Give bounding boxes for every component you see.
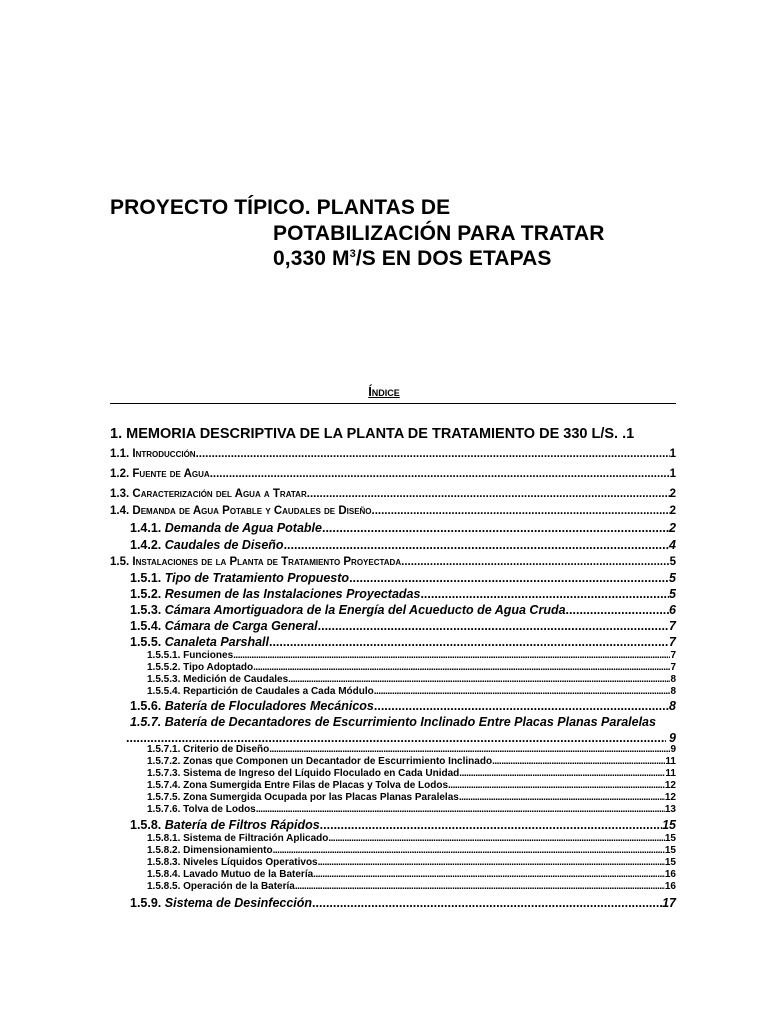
toc-entry[interactable]: [130, 699, 676, 713]
toc-text: Tipo Adoptado: [183, 662, 254, 673]
toc-entry[interactable]: [147, 833, 676, 844]
toc-number: 1.5.4.: [130, 619, 162, 633]
toc-entry[interactable]: [110, 556, 676, 568]
toc-number: 1.1.: [110, 448, 130, 460]
toc-number: 1.5.8.4.: [147, 869, 181, 880]
toc-page: 4: [669, 538, 676, 552]
index-divider: [110, 403, 676, 404]
toc-text: Medición de Caudales: [183, 674, 289, 685]
toc-number: 1.2.: [110, 468, 130, 480]
toc-page: 8: [669, 699, 676, 713]
toc-entry[interactable]: [147, 662, 676, 673]
toc-number: 1.5.7.3.: [147, 768, 181, 779]
toc-entry[interactable]: [147, 768, 676, 779]
toc-page: 15: [664, 833, 676, 844]
toc-page: 12: [664, 792, 676, 803]
toc-page: 16: [664, 869, 676, 880]
toc-number: 1.5.2.: [130, 587, 162, 601]
toc-entry-wrapped[interactable]: [130, 715, 676, 729]
toc-number: 1.4.2.: [130, 538, 162, 552]
toc-text: Niveles Líquidos Operativos: [183, 857, 318, 868]
title-line-1: PROYECTO TÍPICO. PLANTAS DE: [110, 196, 451, 219]
toc-number: 1.: [110, 426, 123, 442]
toc-entry[interactable]: [147, 744, 676, 755]
toc-text: Funciones: [183, 650, 234, 661]
toc-number: 1.5.8.2.: [147, 845, 181, 856]
toc-page: 2: [669, 521, 676, 535]
toc-entry[interactable]: [147, 845, 676, 856]
toc-entry[interactable]: [147, 780, 676, 791]
toc-page: 17: [662, 896, 676, 910]
toc-entry[interactable]: [130, 571, 676, 585]
toc-number: 1.5.8.3.: [147, 857, 181, 868]
toc-text: Zona Sumergida Entre Filas de Placas y Tolva de Lodos: [183, 780, 449, 791]
toc-text: Batería de Decantadores de Escurrimiento Inclinado Entre Placas Planas Paralelas: [164, 715, 656, 729]
toc-entry[interactable]: [130, 896, 676, 910]
toc-entry[interactable]: [130, 619, 676, 633]
toc-page: 7: [669, 635, 676, 649]
toc-text: Demanda de Agua Potable y Caudales de Diseño: [132, 505, 372, 517]
toc-number: 1.5.9.: [130, 896, 162, 910]
index-heading: Índice: [368, 384, 400, 399]
toc-text: Canaleta Parshall: [164, 635, 269, 649]
toc-text: Dimensionamiento: [183, 845, 273, 856]
toc-page: 8: [670, 686, 676, 697]
title-line-3-suffix: /S EN DOS ETAPAS: [355, 247, 552, 270]
toc-page: 12: [664, 780, 676, 791]
toc-page: 1: [669, 468, 676, 480]
toc-entry-continuation[interactable]: [126, 731, 676, 745]
title-line-3-prefix: 0,330 M: [273, 247, 350, 270]
toc-text: Cámara Amortiguadora de la Energía del Acueducto de Agua Cruda: [164, 603, 566, 617]
toc-text: Tolva de Lodos: [183, 804, 256, 815]
toc-entry[interactable]: [110, 488, 676, 500]
toc-entry[interactable]: 1. MEMORIA DESCRIPTIVA DE LA PLANTA DE TRATAMIENTO DE 330 L/S. .1: [110, 426, 635, 442]
toc-number: 1.5.8.5.: [147, 881, 181, 892]
toc-number: 1.5.7.6.: [147, 804, 181, 815]
toc-entry[interactable]: [147, 857, 676, 868]
toc-text: Zonas que Componen un Decantador de Escurrimiento Inclinado: [183, 756, 493, 767]
toc-text: Sistema de Ingreso del Líquido Floculado en Cada Unidad: [183, 768, 460, 779]
toc-page: 2: [669, 488, 676, 500]
toc-text: Sistema de Desinfección: [164, 896, 313, 910]
toc-page: 15: [662, 818, 676, 832]
toc-page: 5: [669, 587, 676, 601]
toc-entry[interactable]: [147, 650, 676, 661]
toc-entry[interactable]: [147, 881, 676, 892]
toc-number: 1.5.7.: [130, 715, 162, 729]
toc-entry[interactable]: [130, 587, 676, 601]
toc-page: 7: [670, 662, 676, 673]
toc-page: 2: [669, 505, 676, 517]
toc-number: 1.5.7.4.: [147, 780, 181, 791]
toc-text: Sistema de Filtración Aplicado: [183, 833, 329, 844]
toc-entry[interactable]: [147, 792, 676, 803]
title-line-3: [273, 246, 552, 272]
toc-page: 1: [669, 448, 676, 460]
toc-page: 7: [669, 619, 676, 633]
toc-page: 6: [669, 603, 676, 617]
toc-text: Repartición de Caudales a Cada Módulo: [183, 686, 374, 697]
toc-entry[interactable]: [147, 674, 676, 685]
toc-page: 11: [665, 768, 676, 779]
toc-number: 1.4.1.: [130, 521, 162, 535]
toc-text: Criterio de Diseño: [183, 744, 270, 755]
toc-entry[interactable]: [130, 521, 676, 535]
toc-number: 1.5.5.1.: [147, 650, 181, 661]
title-line-2: POTABILIZACIÓN PARA TRATAR: [273, 222, 605, 245]
toc-number: 1.5.8.: [130, 818, 162, 832]
toc-entry[interactable]: [110, 448, 676, 460]
toc-text: Caracterización del Agua a Tratar: [132, 488, 307, 500]
toc-text: MEMORIA DESCRIPTIVA DE LA PLANTA DE TRATAMIENTO DE 330 L/S.: [126, 426, 619, 442]
toc-number: 1.5.5.: [130, 635, 162, 649]
toc-number: 1.5.7.5.: [147, 792, 181, 803]
toc-entry[interactable]: [147, 869, 676, 880]
toc-number: 1.5.7.2.: [147, 756, 181, 767]
toc-entry[interactable]: [110, 468, 676, 480]
toc-entry[interactable]: [130, 538, 676, 552]
toc-text: Introducción: [132, 448, 196, 460]
toc-entry[interactable]: [147, 686, 676, 697]
toc-number: 1.5.6.: [130, 699, 162, 713]
title-superscript: 3: [349, 248, 356, 260]
toc-number: 1.5.: [110, 556, 130, 568]
toc-page: 1: [626, 426, 635, 442]
toc-text: Instalaciones de la Planta de Tratamiento Proyectada: [132, 556, 402, 568]
toc-number: 1.3.: [110, 488, 130, 500]
toc-text: Zona Sumergida Ocupada por las Placas Planas Paralelas: [183, 792, 459, 803]
toc-text: Resumen de las Instalaciones Proyectadas: [164, 587, 421, 601]
toc-page: 16: [664, 881, 676, 892]
toc-page: 15: [664, 857, 676, 868]
toc-entry[interactable]: [130, 818, 676, 832]
toc-page: 5: [669, 571, 676, 585]
toc-page: 15: [664, 845, 676, 856]
toc-entry[interactable]: [130, 603, 676, 617]
toc-entry[interactable]: [147, 804, 676, 815]
toc-number: 1.4.: [110, 505, 130, 517]
toc-text: Cámara de Carga General: [164, 619, 318, 633]
toc-number: 1.5.7.1.: [147, 744, 181, 755]
toc-page: 8: [670, 674, 676, 685]
toc-text: Caudales de Diseño: [164, 538, 284, 552]
toc-number: 1.5.5.4.: [147, 686, 181, 697]
toc-number: 1.5.5.3.: [147, 674, 181, 685]
toc-page: 11: [665, 756, 676, 767]
toc-number: 1.5.1.: [130, 571, 162, 585]
toc-page: 13: [664, 804, 676, 815]
toc-entry[interactable]: [110, 505, 676, 517]
toc-page: 5: [669, 556, 676, 568]
toc-number: 1.5.8.1.: [147, 833, 181, 844]
toc-page: 7: [670, 650, 676, 661]
toc-text: Demanda de Agua Potable: [164, 521, 322, 535]
toc-entry[interactable]: [130, 635, 676, 649]
toc-text: Batería de Floculadores Mecánicos: [164, 699, 374, 713]
toc-text: Lavado Mutuo de la Batería: [183, 869, 314, 880]
toc-page: 9: [669, 731, 676, 745]
toc-text: Tipo de Tratamiento Propuesto: [164, 571, 350, 585]
toc-number: 1.5.3.: [130, 603, 162, 617]
toc-text: Operación de la Batería: [183, 881, 295, 892]
toc-entry[interactable]: [147, 756, 676, 767]
toc-text: Fuente de Agua: [132, 468, 210, 480]
toc-number: 1.5.5.2.: [147, 662, 181, 673]
toc-page: 9: [670, 744, 676, 755]
toc-text: Batería de Filtros Rápidos: [164, 818, 320, 832]
